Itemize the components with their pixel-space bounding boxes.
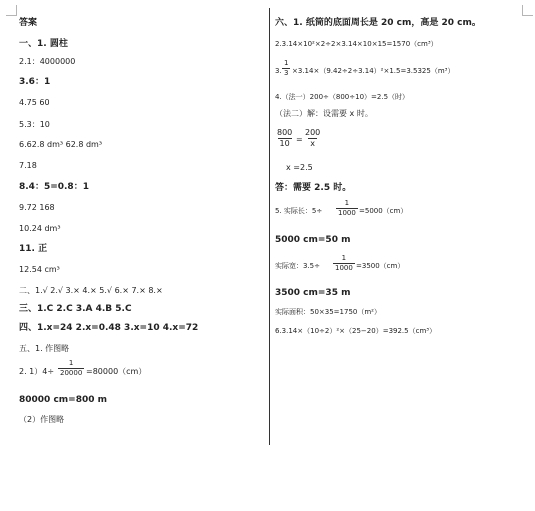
equals-sign: =	[296, 135, 303, 144]
answer-title: 答案	[19, 18, 38, 28]
section-6-q1: 六、1. 纸筒的底面周长是 20 cm，高是 20 cm。	[275, 18, 481, 28]
fraction-numerator: 1	[284, 59, 289, 67]
answer-line: 10.24 dm³	[19, 224, 61, 233]
section-4-answers: 四、1.x=24 2.x=0.48 3.x=10 4.x=72	[19, 323, 199, 333]
q5-area: 实际面积：50×35=1750（m²）	[275, 308, 381, 316]
section-5-q2-prefix: 2. 1）4÷	[19, 367, 55, 376]
q3-prefix: 3.	[275, 67, 282, 75]
answer-line: 9.72 168	[19, 203, 55, 212]
answer-line: 5.3：10	[19, 120, 50, 129]
fraction-scale-1000	[336, 200, 358, 217]
q5-width-prefix: 实际宽：3.5÷	[275, 262, 320, 270]
section-5-q2-part2: （2）作图略	[19, 415, 65, 424]
q3-suffix: ×3.14×（9.42÷2÷3.14）²×1.5=3.5325（m³）	[292, 67, 455, 75]
fraction-denominator: 1000	[338, 209, 356, 217]
q5-width-suffix: =3500（cm）	[356, 262, 405, 270]
corner-mark-right	[522, 5, 533, 16]
section-3-answers: 三、1.C 2.C 3.A 4.B 5.C	[19, 304, 132, 314]
fraction-denominator: 3	[284, 69, 289, 77]
answer-line: 4.75 60	[19, 98, 50, 107]
fraction-denominator: 10	[279, 139, 290, 148]
fraction-numerator: 200	[305, 128, 321, 137]
fraction-denominator: x	[310, 139, 315, 148]
column-divider	[269, 8, 270, 445]
q5-length-prefix: 5. 实际长：5÷	[275, 207, 323, 215]
q5-width-conversion: 3500 cm=35 m	[275, 288, 351, 298]
answer-line: 2.3.14×10²×2÷2×3.14×10×15=1570（cm³）	[275, 40, 438, 48]
q4-method-1: 4.（法一）200÷（800÷10）=2.5（时）	[275, 93, 410, 101]
answer-line: 3.6：1	[19, 77, 51, 87]
answer-statement: 答：需要 2.5 时。	[275, 183, 352, 193]
q5-length-conversion: 5000 cm=50 m	[275, 235, 351, 245]
answer-line: 8.4：5=0.8：1	[19, 182, 89, 192]
section-2-answers: 二、1.√ 2.√ 3.× 4.× 5.√ 6.× 7.× 8.×	[19, 286, 163, 295]
section-1-q1: 一、1. 圆柱	[19, 39, 68, 49]
fraction-scale	[58, 360, 84, 377]
fraction-numerator: 1	[341, 254, 347, 262]
fraction-800-10	[275, 129, 294, 148]
answer-line: 6.62.8 dm³ 62.8 dm³	[19, 140, 103, 149]
answer-line: 11. 正	[19, 244, 48, 254]
q6-answer: 6.3.14×（10÷2）²×（25−20）=392.5（cm³）	[275, 327, 437, 335]
section-5-q2-result: 80000 cm=800 m	[19, 395, 107, 405]
answer-line: 12.54 cm³	[19, 265, 60, 274]
section-5-q2-suffix: =80000（cm）	[86, 367, 147, 376]
q4-method-2: （法二）解：设需要 x 时。	[275, 109, 373, 118]
fraction-denominator: 1000	[335, 264, 353, 272]
section-5-q1: 五、1. 作图略	[19, 344, 70, 353]
fraction-one-third	[282, 60, 290, 77]
fraction-numerator: 800	[277, 128, 293, 137]
fraction-200-x	[303, 129, 322, 148]
fraction-denominator: 20000	[60, 369, 83, 377]
answer-line: 2.1：4000000	[19, 57, 76, 66]
corner-mark-left	[6, 5, 17, 16]
q5-length-suffix: =5000（cm）	[359, 207, 408, 215]
fraction-numerator: 1	[344, 199, 350, 207]
solution-x: x =2.5	[286, 163, 313, 172]
fraction-numerator: 1	[68, 359, 74, 367]
fraction-scale-1000	[333, 255, 355, 272]
answer-line: 7.18	[19, 161, 37, 170]
